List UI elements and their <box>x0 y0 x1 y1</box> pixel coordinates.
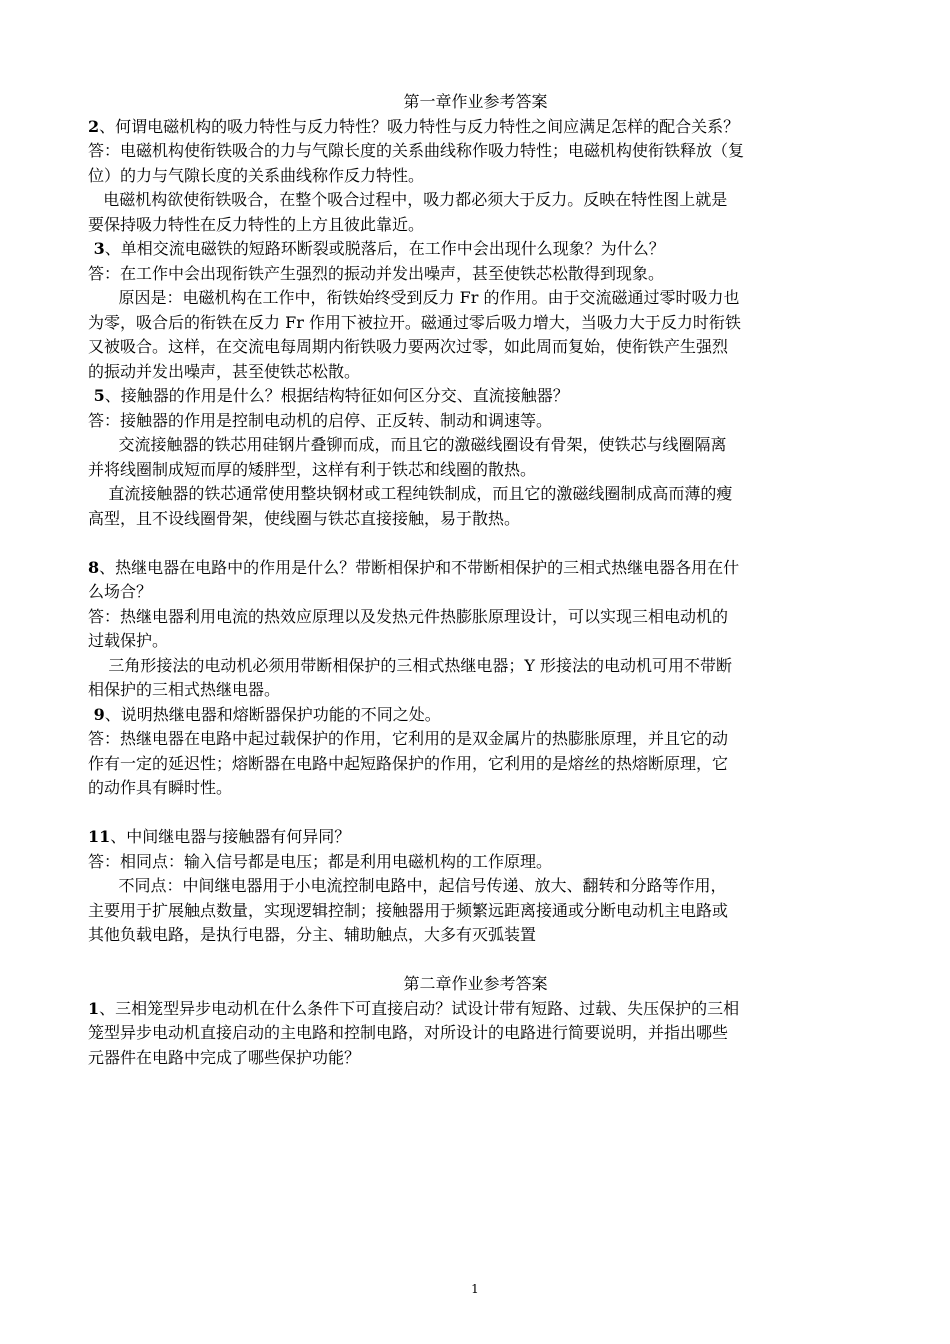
answer-line: 直流接触器的铁芯通常使用整块钢材或工程纯铁制成，而且它的激磁线圈制成高而薄的瘦 <box>88 484 733 503</box>
question-2 <box>88 115 863 140</box>
question-number: 5 <box>88 386 105 405</box>
answer-line: 不同点：中间继电器用于小电流控制电路中，起信号传递、放大、翻转和分路等作用， <box>88 876 727 895</box>
answer-line: 答：接触器的作用是控制电动机的启停、正反转、制动和调速等。 <box>88 410 553 430</box>
question-text: 、单相交流电磁铁的短路环断裂或脱落后，在工作中会出现什么现象？为什么？ <box>104 239 665 258</box>
answer-line: 电磁机构欲使衔铁吸合，在整个吸合过程中，吸力都必须大于反力。反映在特性图上就是 <box>88 190 728 209</box>
document-page <box>88 90 863 1070</box>
spacer <box>88 801 863 826</box>
answer-line: 答：在工作中会出现衔铁产生强烈的振动并发出噪声，甚至使铁芯松散得到现象。 <box>88 263 665 283</box>
answer-line: 为零，吸合后的衔铁在反力 Fr 作用下被拉开。磁通过零后吸力增大，当吸力大于反力时衔铁 <box>88 312 741 332</box>
answer-line: 答：相同点：输入信号都是电压；都是利用电磁机构的工作原理。 <box>88 851 553 871</box>
question-5 <box>88 384 863 409</box>
answer-line: 答：电磁机构使衔铁吸合的力与气隙长度的关系曲线称作吸力特性；电磁机构使衔铁释放（复 <box>88 141 745 160</box>
question-text: 、说明热继电器和熔断器保护功能的不同之处。 <box>104 704 441 724</box>
answer-line: 位）的力与气隙长度的关系曲线称作反力特性。 <box>88 165 425 185</box>
question-11 <box>88 825 863 850</box>
answer-line: 主要用于扩展触点数量，实现逻辑控制；接触器用于频繁远距离接通或分断电动机主电路或 <box>88 900 729 920</box>
answer-line: 三角形接法的电动机必须用带断相保护的三相式热继电器；Y 形接法的电动机可用不带断 <box>88 655 732 675</box>
answer-line: 相保护的三相式热继电器。 <box>88 680 281 699</box>
question-number: 11 <box>88 827 111 846</box>
spacer <box>88 531 863 556</box>
spacer <box>88 948 863 973</box>
answer-line: 作有一定的延迟性；熔断器在电路中起短路保护的作用，它利用的是熔丝的热熔断原理，它 <box>88 753 729 773</box>
answer-line: 要保持吸力特性在反力特性的上方且彼此靠近。 <box>88 214 425 234</box>
answer-line: 过载保护。 <box>88 631 169 650</box>
answer-line: 其他负载电路，是执行电器，分主、辅助触点，大多有灭弧装置 <box>88 925 537 944</box>
question-8 <box>88 556 863 581</box>
question-number: 3 <box>88 239 105 258</box>
answer-line: 的动作具有瞬时性。 <box>88 778 233 797</box>
question-text-continued: 么场合？ <box>88 582 153 601</box>
chapter2-question-1 <box>88 997 863 1022</box>
question-text-continued: 元器件在电路中完成了哪些保护功能？ <box>88 1047 361 1067</box>
question-text: 、中间继电器与接触器有何异同？ <box>110 827 351 846</box>
answer-line: 的振动并发出噪声，甚至使铁芯松散。 <box>88 361 361 381</box>
question-text: 、热继电器在电路中的作用是什么？带断相保护和不带断相保护的三相式热继电器各用在什 <box>99 557 740 577</box>
question-number: 2 <box>88 116 100 136</box>
question-text: 、接触器的作用是什么？根据结构特征如何区分交、直流接触器？ <box>104 386 569 405</box>
chapter1-title: 第一章作业参考答案 <box>403 92 548 111</box>
answer-line: 高型，且不设线圈骨架，使线圈与铁芯直接接触，易于散热。 <box>88 508 521 528</box>
page-number: 1 <box>471 1282 479 1296</box>
answer-line: 答：热继电器利用电流的热效应原理以及发热元件热膨胀原理设计，可以实现三相电动机的 <box>88 606 729 626</box>
question-text-continued: 笼型异步电动机直接启动的主电路和控制电路，对所设计的电路进行简要说明，并指出哪些 <box>88 1023 729 1042</box>
chapter2-title: 第二章作业参考答案 <box>403 974 548 993</box>
question-9 <box>88 703 863 728</box>
answer-line: 答：热继电器在电路中起过载保护的作用，它利用的是双金属片的热膨胀原理，并且它的动 <box>88 729 729 748</box>
question-3 <box>88 237 863 262</box>
answer-line: 并将线圈制成短而厚的矮胖型，这样有利于铁芯和线圈的散热。 <box>88 459 537 479</box>
answer-line: 交流接触器的铁芯用硅钢片叠铆而成，而且它的激磁线圈设有骨架，使铁芯与线圈隔离 <box>88 435 727 454</box>
question-number: 9 <box>88 704 105 724</box>
question-text: 、何谓电磁机构的吸力特性与反力特性？吸力特性与反力特性之间应满足怎样的配合关系？ <box>99 116 740 136</box>
answer-line: 原因是：电磁机构在工作中，衔铁始终受到反力 Fr 的作用。由于交流磁通过零时吸力也 <box>88 288 740 307</box>
question-text: 、三相笼型异步电动机在什么条件下可直接启动？试设计带有短路、过载、失压保护的三相 <box>99 998 740 1018</box>
question-number: 8 <box>88 557 100 577</box>
question-number: 1 <box>88 998 100 1018</box>
answer-line: 又被吸合。这样，在交流电每周期内衔铁吸力要两次过零，如此周而复始，使衔铁产生强烈 <box>88 337 729 356</box>
